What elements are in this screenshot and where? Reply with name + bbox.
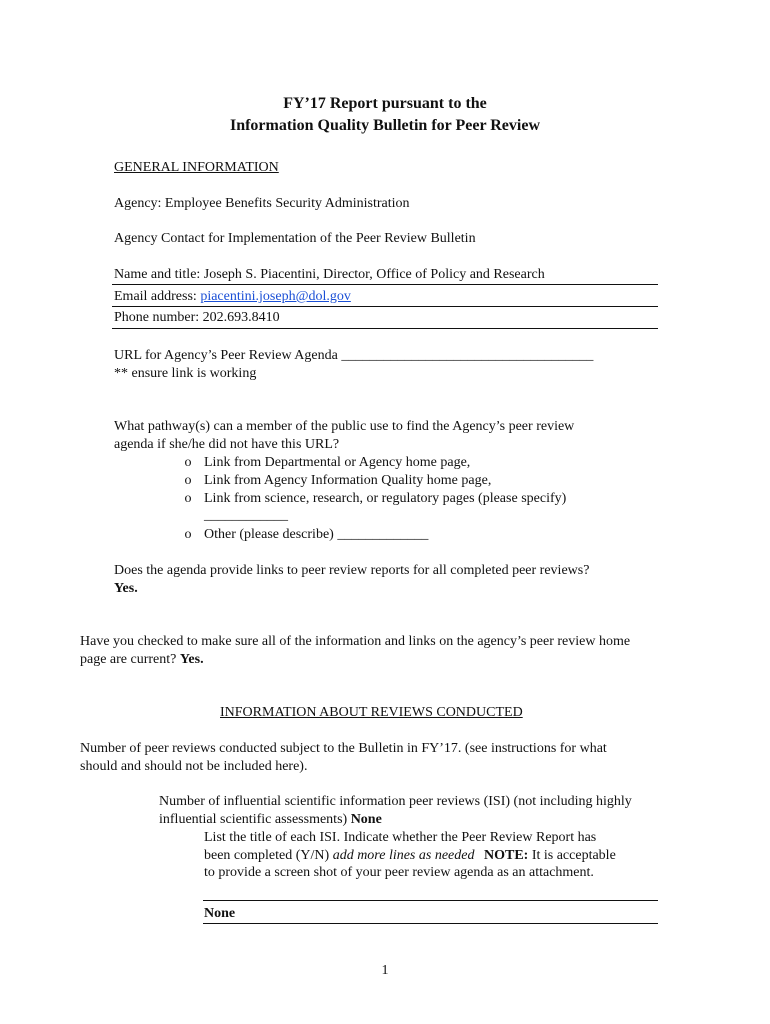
checked-answer: Yes. — [179, 652, 204, 667]
agenda-links-answer: Yes. — [114, 581, 138, 596]
isi-instruction-italic: add more lines as needed — [332, 848, 475, 863]
isi-instruction-line-2 — [204, 847, 616, 865]
checked-question-line-2 — [80, 651, 204, 669]
isi-instruction-text: been completed (Y/N) — [204, 848, 330, 863]
url-note: ** ensure link is working — [114, 366, 257, 381]
checked-question-text: page are current? — [80, 652, 177, 667]
email-underline — [112, 306, 658, 307]
isi-note-text: It is acceptable — [531, 848, 616, 863]
reviews-count-line-2: should and should not be included here). — [80, 759, 308, 774]
isi-answer: None — [350, 812, 382, 827]
agency-contact-line: Agency Contact for Implementation of the Peer Review Bulletin — [114, 231, 476, 246]
isi-line-1: Number of influential scientific information peer reviews (ISI) (not including highly — [159, 794, 632, 809]
report-title-line-2: Information Quality Bulletin for Peer Review — [229, 117, 541, 134]
reviews-count-line-1: Number of peer reviews conducted subject to the Bulletin in FY’17. (see instructions for what — [80, 741, 607, 756]
agenda-links-question: Does the agenda provide links to peer review reports for all completed peer reviews? — [114, 563, 590, 578]
bullet-icon: o — [184, 473, 192, 488]
pathway-question-line-1: What pathway(s) can a member of the public use to find the Agency’s peer review — [114, 419, 575, 434]
page-number: 1 — [381, 963, 389, 978]
isi-instruction-line-1: List the title of each ISI. Indicate whether the Peer Review Report has — [204, 830, 597, 845]
pathway-option: Link from science, research, or regulatory pages (please specify) — [204, 491, 567, 506]
table-bottom-rule — [203, 923, 658, 924]
table-top-rule — [203, 900, 658, 901]
bullet-icon: o — [184, 527, 192, 542]
url-line: URL for Agency’s Peer Review Agenda ____________________________________ — [114, 348, 594, 363]
bullet-icon: o — [184, 455, 192, 470]
isi-text: influential scientific assessments) — [159, 812, 348, 827]
pathway-question-line-2: agenda if she/he did not have this URL? — [114, 437, 340, 452]
email-link[interactable]: piacentini.joseph@dol.gov — [200, 289, 351, 304]
reviews-heading: INFORMATION ABOUT REVIEWS CONDUCTED — [220, 705, 523, 720]
name-and-title: Name and title: Joseph S. Piacentini, Director, Office of Policy and Research — [114, 267, 545, 282]
report-title-line-1: FY’17 Report pursuant to the — [283, 95, 487, 112]
checked-question-line-1: Have you checked to make sure all of the information and links on the agency’s peer review home — [80, 634, 631, 649]
pathway-option: Other (please describe) _____________ — [204, 527, 429, 542]
general-information-heading: GENERAL INFORMATION — [114, 160, 279, 175]
name-underline — [112, 284, 658, 285]
isi-line-2 — [159, 811, 382, 829]
email-row — [114, 288, 351, 306]
table-entry: None — [204, 906, 236, 921]
phone-underline — [112, 328, 658, 329]
isi-note-label: NOTE: — [483, 848, 529, 863]
email-label: Email address: — [114, 289, 197, 304]
bullet-icon: o — [184, 491, 192, 506]
agency-line: Agency: Employee Benefits Security Administration — [114, 196, 410, 211]
specify-blank: ____________ — [204, 508, 288, 523]
phone-number: Phone number: 202.693.8410 — [114, 310, 280, 325]
pathway-option: Link from Departmental or Agency home page, — [204, 455, 471, 470]
pathway-option: Link from Agency Information Quality home page, — [204, 473, 492, 488]
isi-instruction-line-3: to provide a screen shot of your peer review agenda as an attachment. — [204, 865, 594, 880]
